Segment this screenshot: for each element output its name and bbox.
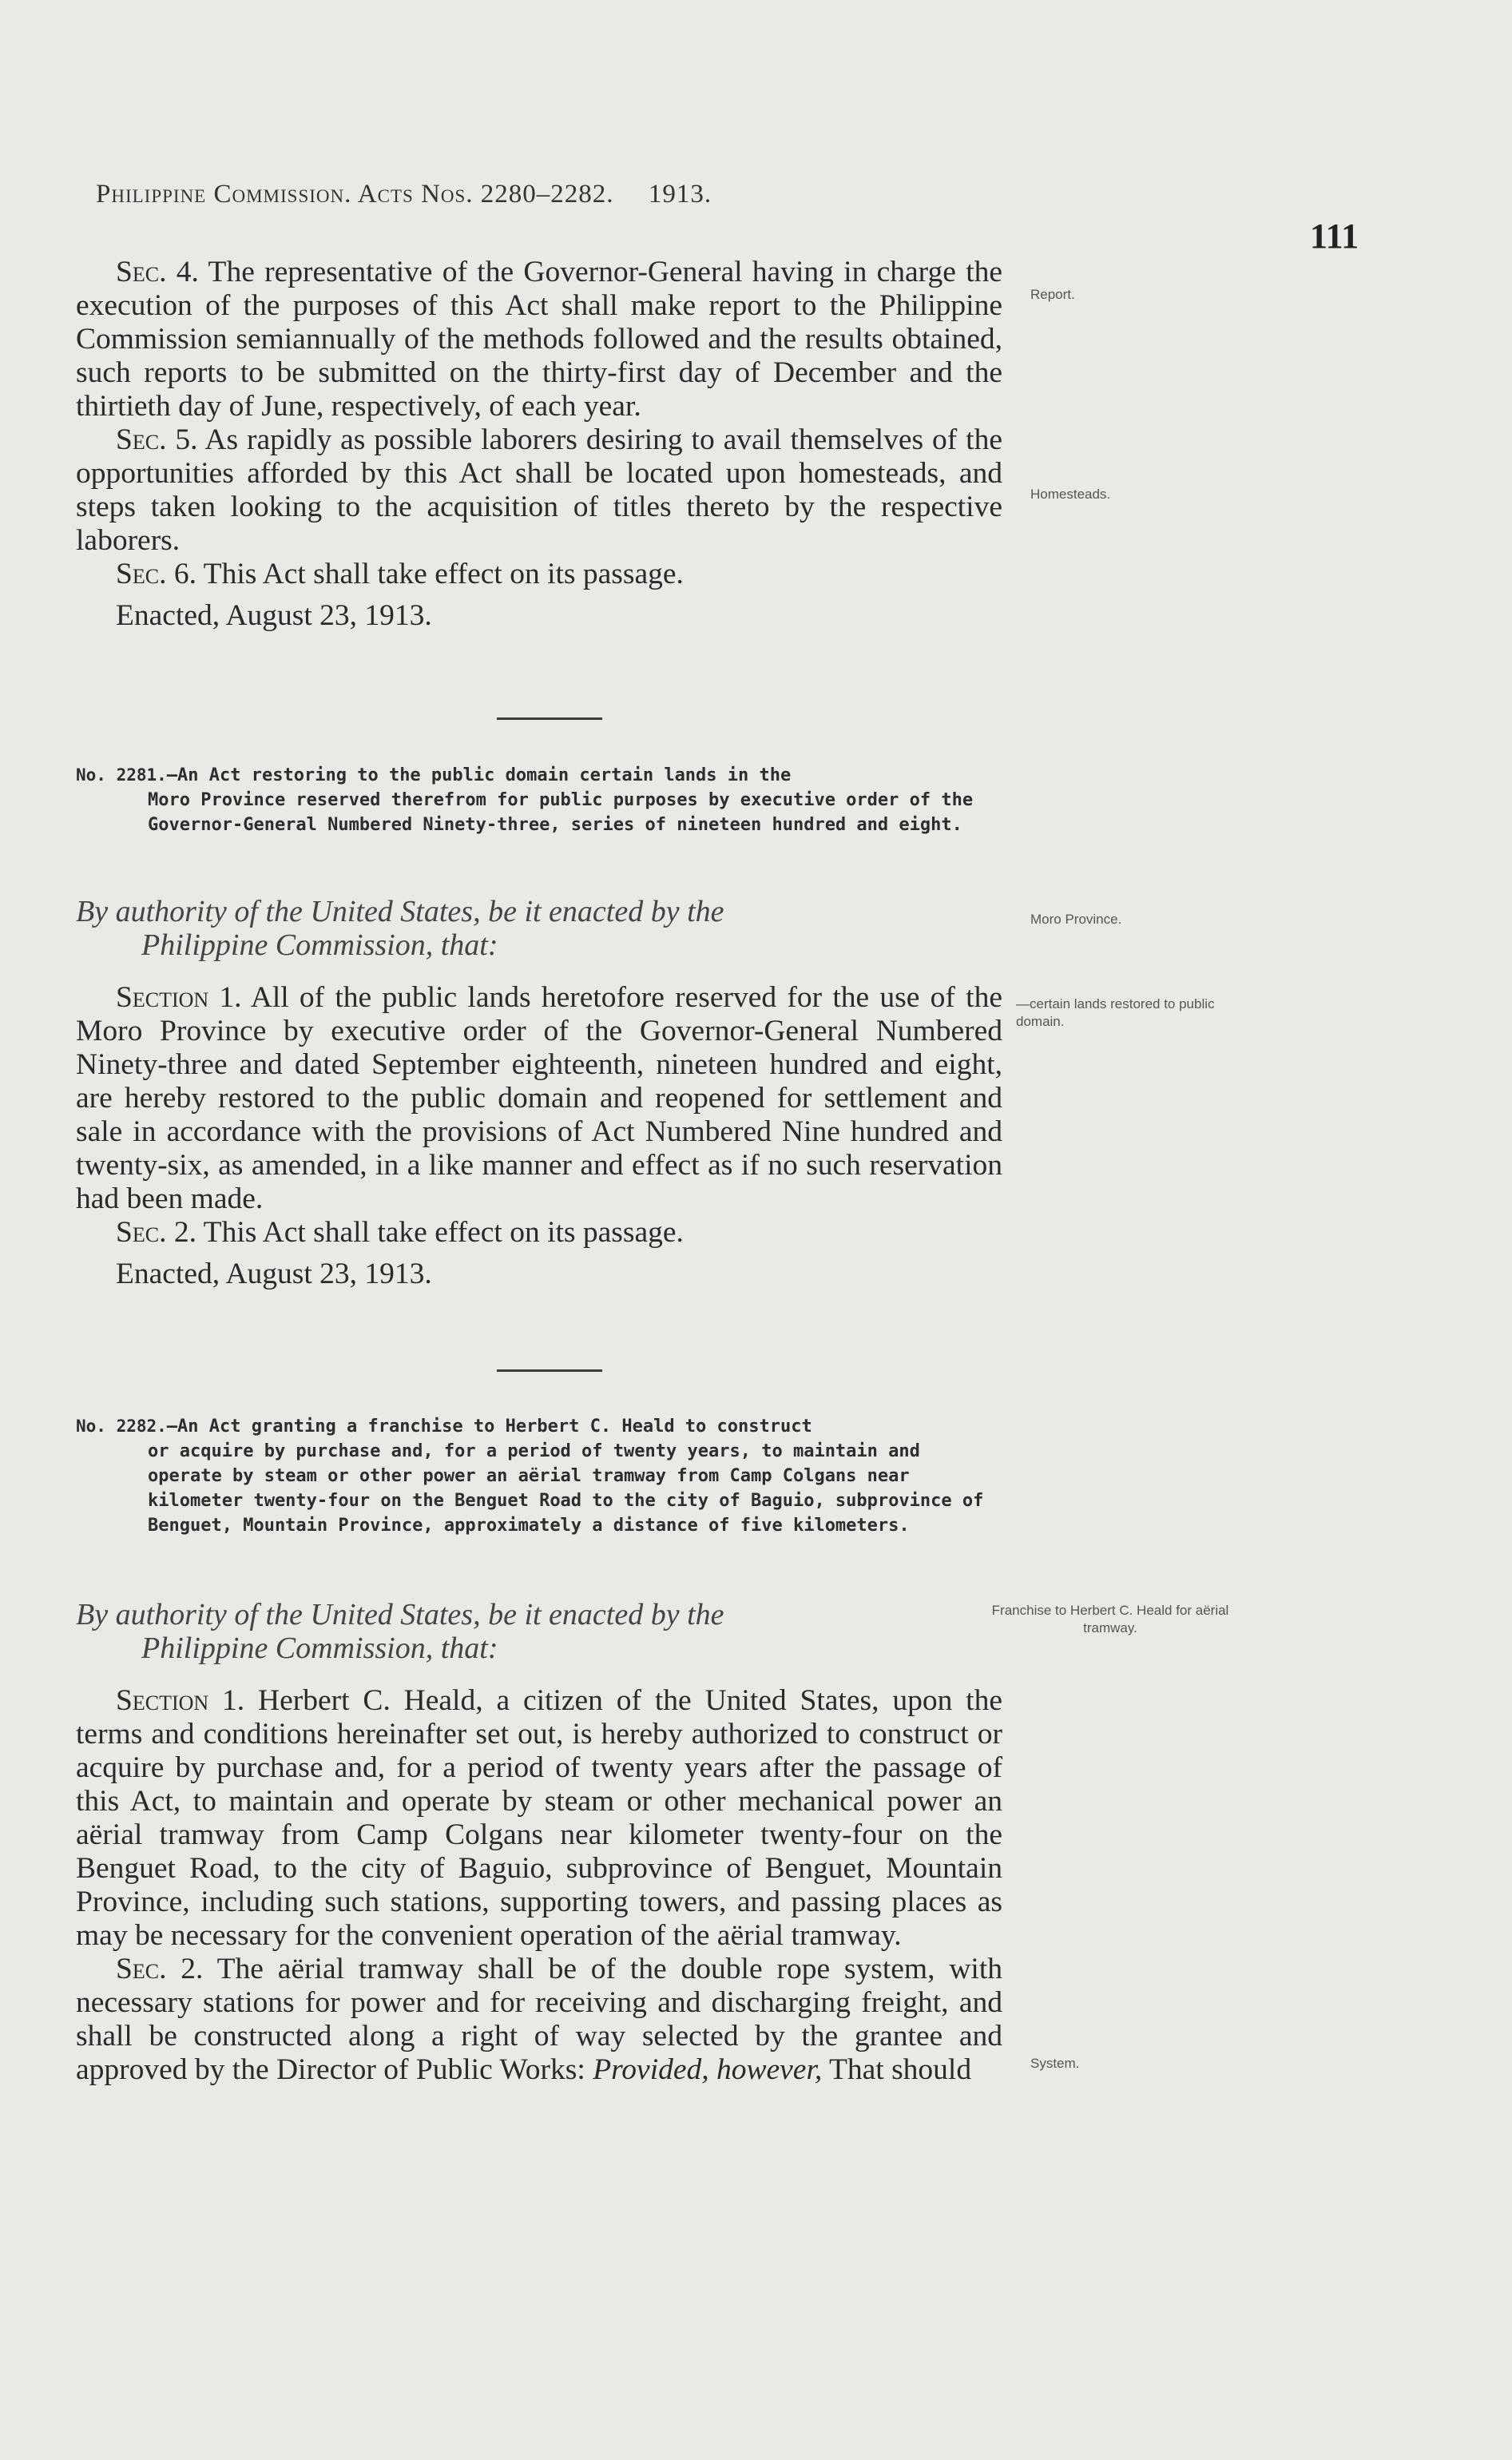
act-title-rest: Moro Province reserved therefrom for public purposes by executive order of the Governor-General Numbered Ninety-three, series of nineteen hundred and eight.: [148, 790, 974, 835]
proviso-text: Provided, however,: [593, 2053, 823, 2086]
margin-note-system: System.: [1030, 2056, 1080, 2071]
section-4: [76, 256, 1002, 423]
margin-note-homesteads: Homesteads.: [1030, 487, 1111, 502]
act-2282-body: [76, 1684, 1002, 2087]
act-2281-title: [76, 763, 1002, 837]
section-text: This Act shall take effect on its passage.: [203, 1216, 684, 1249]
act-title-first-line: —An Act granting a franchise to Herbert C. Heald to construct: [166, 1417, 812, 1437]
enacting-clause: [76, 895, 1002, 962]
section-2: [76, 1216, 1002, 1250]
section-divider: [497, 717, 602, 720]
section-text: The aërial tramway shall be of the double rope system, with necessary stations for power and for receiving and discharging freight, and shall be constructed along a right of way selected by the grantee and approved by the Director of Public Works:: [76, 1953, 1002, 2086]
margin-note-moro: Moro Province.: [1030, 912, 1122, 927]
section-text: All of the public lands heretofore reserved for the use of the Moro Province by executive order of the Governor-General Numbered Ninety-three and dated September eighteenth, nineteen hundred and eight, are hereby restored to the public domain and reopened for settlement and sale in accordance with the provisions of Act Numbered Nine hundred and twenty-six, as amended, in a like manner and effect as if no such reservation had been made.: [76, 981, 1002, 1215]
margin-note-report: Report.: [1030, 287, 1075, 302]
header-year: 1913.: [648, 180, 712, 209]
act-title-first-line: —An Act restoring to the public domain certain lands in the: [166, 765, 792, 785]
section-text: The representative of the Governor-General having in charge the execution of the purposes of this Act shall make report to the Philippine Commission semiannually of the methods followed and the results obtained, such reports to be submitted on the thirty-first day of December and the thirtieth day of June, respectively, of each year.: [76, 256, 1003, 423]
act-number: No. 2282.: [76, 1417, 167, 1436]
act-title-rest: or acquire by purchase and, for a period of twenty years, to maintain and operate by steam or other power an aërial tramway from Camp Colgans near kilometer twenty-four on the Benguet Road to the city of Baguio, subprovince of Benguet, Mountain Province, approximately a distance of five kilometers.: [148, 1441, 984, 1536]
section-label: Sec. 2.: [116, 1953, 204, 1985]
section-label: Sec. 4.: [116, 256, 199, 288]
section-2: [76, 1953, 1002, 2087]
section-label: Sec. 6.: [116, 558, 196, 590]
page-number: 111: [1310, 217, 1359, 256]
section-text: Herbert C. Heald, a citizen of the United States, upon the terms and conditions hereinafter set out, is hereby authorized to construct or acquire by purchase and, for a period of twenty years after the passage of this Act, to maintain and operate by steam or other mechanical power an aërial tramway from Camp Colgans near kilometer twenty-four on the Benguet Road, to the city of Baguio, subprovince of Benguet, Mountain Province, including such stations, supporting towers, and passing places as may be necessary for the convenient operation of the aërial tramway.: [76, 1684, 1002, 1952]
enacting-line-1: By authority of the United States, be it enacted by the: [76, 895, 724, 928]
section-text-tail: That should: [828, 2053, 972, 2086]
margin-note-certain-lands: —certain lands restored to public domain.: [1016, 996, 1215, 1029]
section-text: This Act shall take effect on its passage.: [203, 558, 684, 590]
act-2280-tail: [76, 256, 1002, 633]
enacting-line-1: By authority of the United States, be it enacted by the: [76, 1598, 724, 1631]
enacted-date: Enacted, August 23, 1913.: [116, 1258, 432, 1290]
act-2282-title: [76, 1414, 1002, 1538]
enacted-date: Enacted, August 23, 1913.: [116, 599, 432, 632]
section-label: Sec. 2.: [116, 1216, 196, 1249]
section-1: [76, 981, 1002, 1216]
section-5: [76, 423, 1002, 558]
section-label: Section 1.: [116, 981, 242, 1014]
enacting-line-2: Philippine Commission, that:: [141, 1631, 498, 1665]
running-header: [96, 180, 1006, 209]
section-6: [76, 558, 1002, 591]
section-1: [76, 1684, 1002, 1953]
section-label: Sec. 5.: [116, 423, 198, 456]
running-title: Philippine Commission. Acts Nos. 2280–2282.: [96, 180, 614, 209]
enacting-clause: [76, 1598, 1002, 1665]
enacting-line-2: Philippine Commission, that:: [141, 928, 498, 962]
act-2281-body: [76, 981, 1002, 1291]
act-number: No. 2281.: [76, 765, 167, 785]
section-text: As rapidly as possible laborers desiring to avail themselves of the opportunities afforded by this Act shall be located upon homesteads, and steps taken looking to the acquisition of titles thereto by the respective laborers.: [76, 423, 1002, 557]
section-divider: [497, 1369, 602, 1372]
margin-note-franchise: Franchise to Herbert C. Heald for aërial tramway.: [991, 1603, 1229, 1635]
section-label: Section 1.: [116, 1684, 245, 1717]
